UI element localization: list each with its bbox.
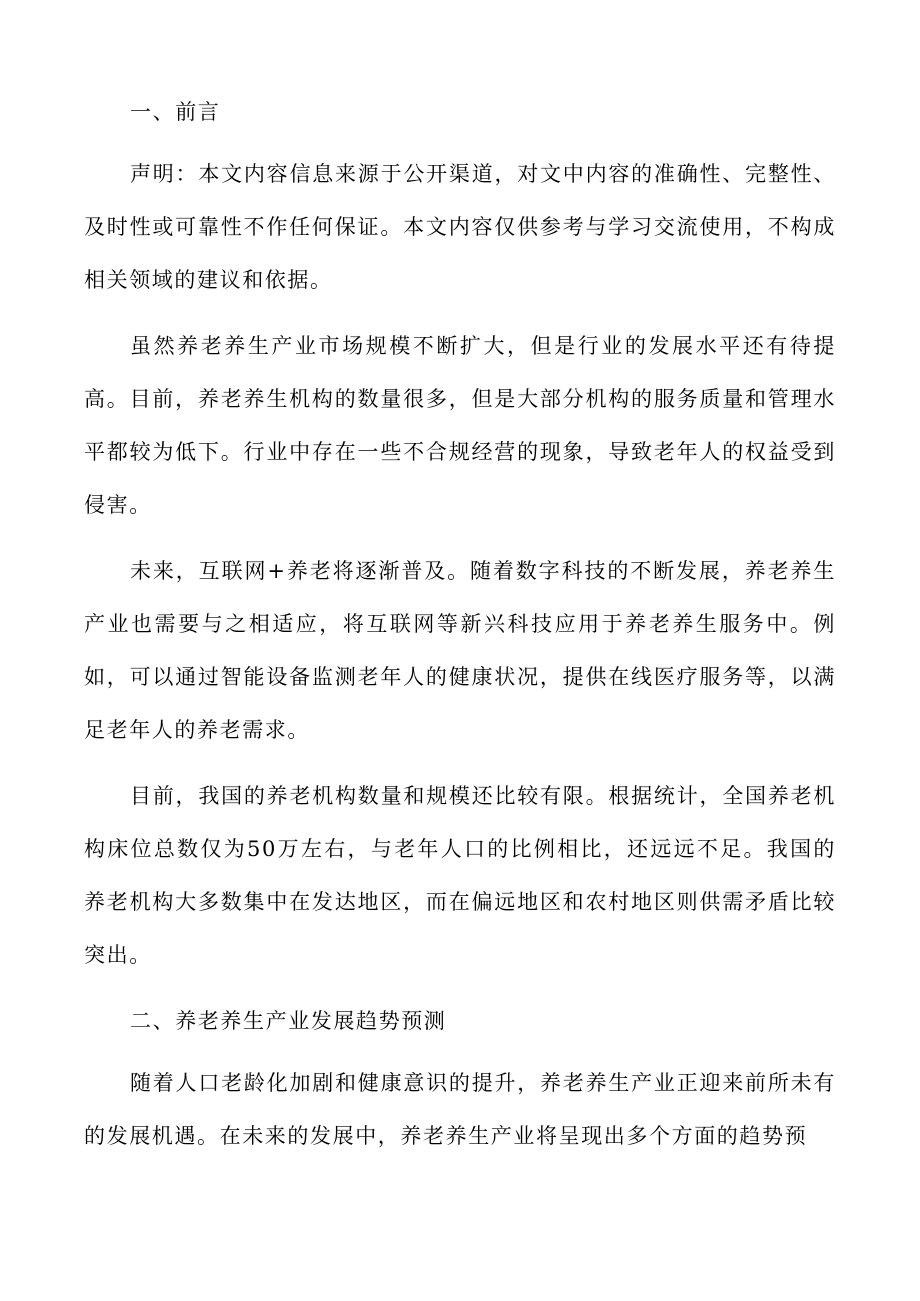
institution-capacity-paragraph: 目前，我国的养老机构数量和规模还比较有限。根据统计，全国养老机构床位总数仅为50万左右，与老年人口的比例相比，还远远不足。我国的养老机构大多数集中在发达地区，而在偏远地区和农村地区则供需矛盾比较突出。 (84, 784, 836, 967)
document-body (84, 86, 836, 1176)
section-heading-preface: 一、前言 (130, 100, 221, 124)
industry-level-paragraph: 虽然养老养生产业市场规模不断扩大，但是行业的发展水平还有待提高。目前，养老养生机构的数量很多，但是大部分机构的服务质量和管理水平都较为低下。行业中存在一些不合规经营的现象，导致老年人的权益受到侵害。 (84, 334, 836, 517)
internet-elderly-care-paragraph: 未来，互联网+养老将逐渐普及。随着数字科技的不断发展，养老养生产业也需要与之相适应，将互联网等新兴科技应用于养老养生服务中。例如，可以通过智能设备监测老年人的健康状况，提供在线医疗服务等，以满足老年人的养老需求。 (84, 559, 836, 742)
section-heading-trends: 二、养老养生产业发展趋势预测 (130, 1009, 447, 1033)
trends-intro-paragraph: 随着人口老龄化加剧和健康意识的提升，养老养生产业正迎来前所未有的发展机遇。在未来的发展中，养老养生产业将呈现出多个方面的趋势预 (84, 1071, 836, 1148)
disclaimer-paragraph: 声明：本文内容信息来源于公开渠道，对文中内容的准确性、完整性、及时性或可靠性不作任何保证。本文内容仅供参考与学习交流使用，不构成相关领域的建议和依据。 (84, 162, 836, 292)
